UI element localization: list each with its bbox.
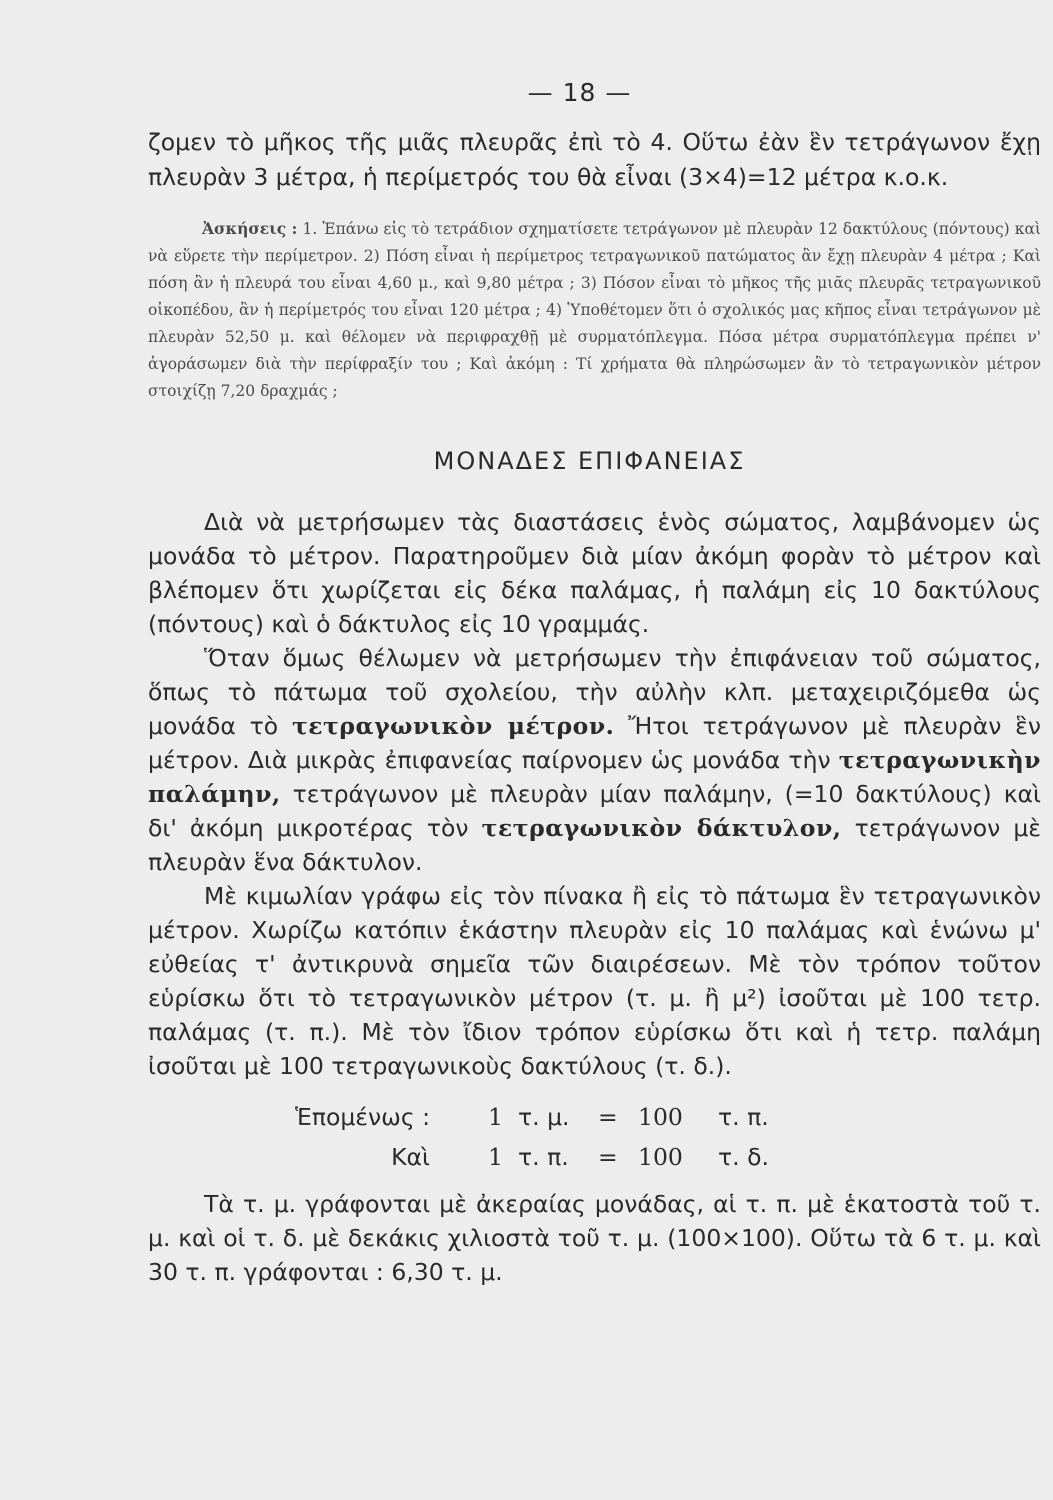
page-number: — 18 — <box>527 78 632 107</box>
equation-value: 1 <box>488 1143 503 1171</box>
p2-text-2: Ἤτοι τετράγωνον μὲ πλευρὰν ἓν μέτρον. Διὰ μικρὰς ἐπιφανείας παίρνομεν ὡς μονάδα τὴν <box>148 712 1041 774</box>
equals-sign: = <box>598 1103 618 1131</box>
equation-unit: τ. δ. <box>718 1143 769 1171</box>
paragraph-4: Τὰ τ. μ. γράφονται μὲ ἀκεραίας μονάδας, αἱ τ. π. μὲ ἑκατοστὰ τοῦ τ. μ. καὶ οἱ τ. δ. μὲ δεκάκις χιλιοστὰ τοῦ τ. μ. (100×100). Οὕτω τὰ 6 τ. μ. καὶ 30 τ. π. γράφονται : 6,30 τ. μ. <box>148 1190 1041 1286</box>
exercises-heading: Ἀσκήσεις : <box>202 219 298 238</box>
paragraph-3: Μὲ κιμωλίαν γράφω εἰς τὸν πίνακα ἢ εἰς τὸ πάτωμα ἓν τετραγωνικὸν μέτρον. Χωρίζω κατόπιν ἑκάστην πλευρὰν εἰς 10 παλάμας καὶ ἑνώνω μ' εὐθείας τ' ἀντικρυνὰ σημεῖα τῶν διαιρέσεων. Μὲ τὸν τρόπον τοῦτον εὑρίσκω ὅτι τὸ τετραγωνικὸν μέτρον (τ. μ. ἢ μ²) ἰσοῦται μὲ 100 τετρ. παλάμας (τ. π.). Μὲ τὸν ἴδιον τρόπον εὑρίσκω ὅτι καὶ ἡ τετρ. παλάμη ἰσοῦται μὲ 100 τετραγωνικοὺς δακτύλους (τ. δ.). <box>148 882 1041 1080</box>
equation-value: 1 <box>488 1103 503 1131</box>
term-square-palm: τετραγωνικὴν παλάμην, <box>148 746 1041 808</box>
final-paragraph-block <box>148 1187 1041 1289</box>
term-square-finger: τετραγωνικὸν δάκτυλον, <box>481 814 842 842</box>
equations-block <box>148 1097 1041 1177</box>
p2-text-1: Ὅταν ὅμως θέλωμεν νὰ μετρήσωμεν τὴν ἐπιφάνειαν τοῦ σώματος, ὅπως τὸ πάτωμα τοῦ σχολείου, τὴν αὐλὴν κλπ. μεταχειριζόμεθα ὡς μονάδα τὸ <box>148 644 1041 740</box>
intro-paragraph <box>148 125 1041 195</box>
equation-unit: τ. π. <box>518 1143 569 1171</box>
paragraph-2 <box>148 641 1041 879</box>
p2-text-3: τετράγωνον μὲ πλευρὰν μίαν παλάμην, (=10 δακτύλους) καὶ δι' ἀκόμη μικροτέρας τὸν <box>148 780 1041 842</box>
exercises-block <box>148 215 1041 405</box>
equation-row <box>148 1097 1041 1137</box>
equation-value: 100 <box>638 1143 683 1171</box>
body-text <box>148 505 1041 1083</box>
equation-label: Ἑπομένως : <box>295 1103 430 1131</box>
equation-row <box>148 1137 1041 1177</box>
equals-sign: = <box>598 1143 618 1171</box>
equation-value: 100 <box>638 1103 683 1131</box>
equation-label: Καὶ <box>391 1143 430 1171</box>
paragraph-1: Διὰ νὰ μετρήσωμεν τὰς διαστάσεις ἑνὸς σώματος, λαμβάνομεν ὡς μονάδα τὸ μέτρον. Παρατηροῦμεν διὰ μίαν ἀκόμη φορὰν τὸ μέτρον καὶ βλέπομεν ὅτι χωρίζεται εἰς δέκα παλάμας, ἡ παλάμη εἰς 10 δακτύλους (πόντους) καὶ ὁ δάκτυλος εἰς 10 γραμμάς. <box>148 508 1041 638</box>
equation-unit: τ. π. <box>718 1103 769 1131</box>
section-title: ΜΟΝΑΔΕΣ ΕΠΙΦΑΝΕΙΑΣ <box>433 447 746 475</box>
exercises-text: 1. Ἐπάνω εἰς τὸ τετράδιον σχηματίσετε τετράγωνον μὲ πλευρὰν 12 δακτύλους (πόντους) καὶ νὰ εὕρετε τὴν περίμετρον. 2) Πόση εἶναι ἡ περίμετρος τετραγωνικοῦ πατώματος ἂν ἔχῃ πλευρὰν 4 μέτρα ; Καὶ πόση ἂν ἡ πλευρά του εἶναι 4,60 μ., καὶ 9,80 μέτρα ; 3) Πόσον εἶναι τὸ μῆκος τῆς μιᾶς πλευρᾶς τετραγωνικοῦ οἰκοπέδου, ἂν ἡ περίμετρός του εἶναι 120 μέτρα ; 4) Ὑποθέτομεν ὅτι ὁ σχολικός μας κῆπος εἶναι τετράγωνον μὲ πλευρὰν 52,50 μ. καὶ θέλομεν νὰ περιφραχθῇ μὲ συρματόπλεγμα. Πόσα μέτρα συρματόπλεγμα πρέπει ν' ἀγοράσωμεν διὰ τὴν περίφραξίν του ; Καὶ ἀκόμη : Τί χρήματα θὰ πληρώσωμεν ἂν τὸ τετραγωνικὸν μέτρον στοιχίζῃ 7,20 δραχμάς ; <box>148 220 1042 400</box>
intro-text: ζομεν τὸ μῆκος τῆς μιᾶς πλευρᾶς ἐπὶ τὸ 4. Οὕτω ἐὰν ἓν τετράγωνον ἔχῃ πλευρὰν 3 μέτρα, ἡ περίμετρός του θὰ εἶναι (3×4)=12 μέτρα κ.ο.κ. <box>148 128 1041 191</box>
equation-unit: τ. μ. <box>518 1103 570 1131</box>
term-square-meter: τετραγωνικὸν μέτρον. <box>291 712 615 740</box>
p2-text-4: τετράγωνον μὲ πλευρὰν ἕνα δάκτυλον. <box>148 814 1041 876</box>
